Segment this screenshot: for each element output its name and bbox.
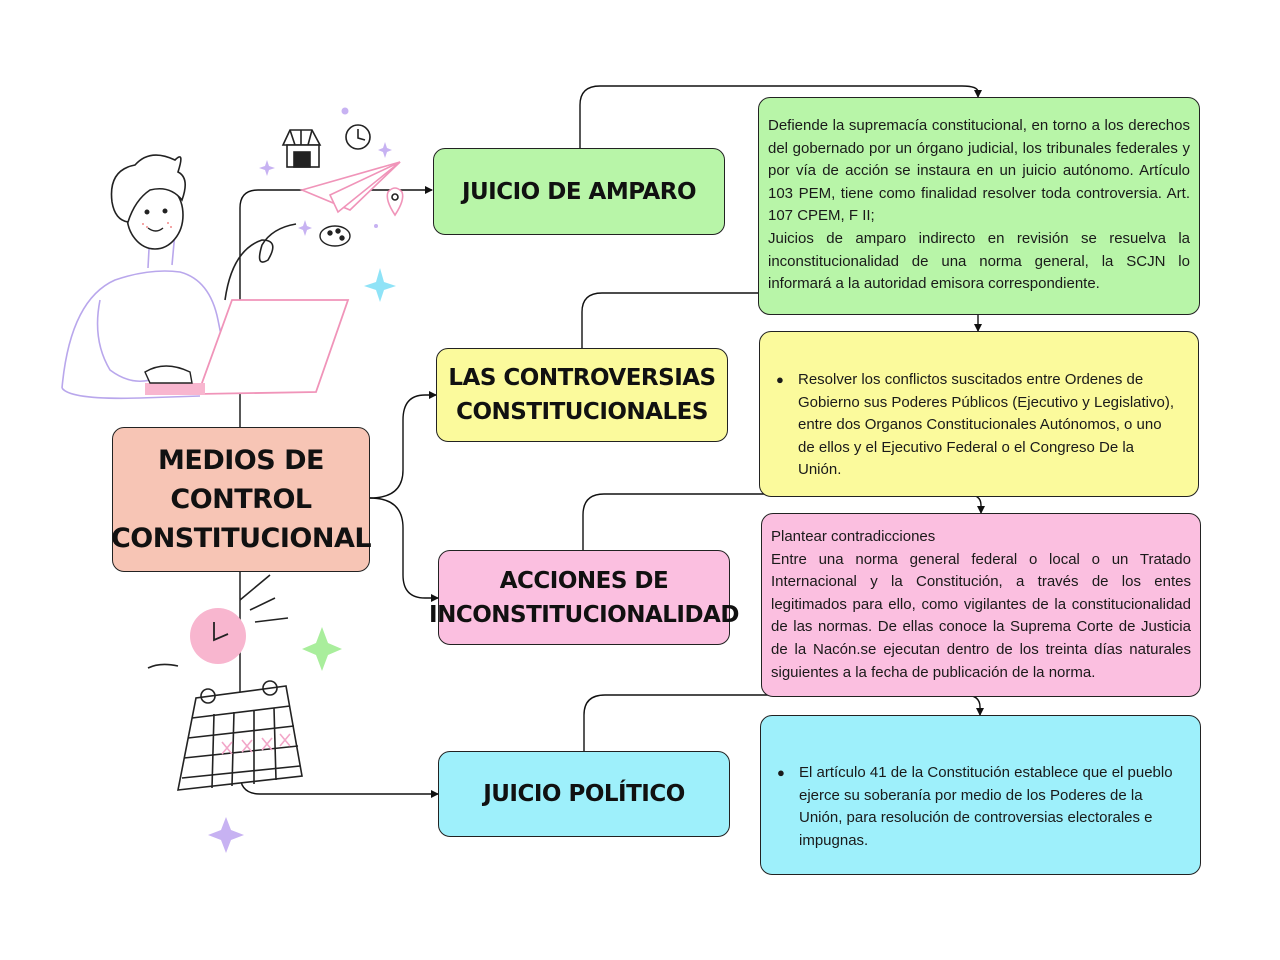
root-title-line: CONTROL <box>170 484 312 515</box>
clock-icon <box>346 125 370 149</box>
root-title <box>111 441 371 558</box>
branch-title-line: LAS CONTROVERSIAS <box>448 365 716 391</box>
root-node-box <box>112 427 370 572</box>
description-text: Resolver los conflictos suscitados entre Ordenes de Gobierno sus Poderes Públicos (Ejecutivo y Legislativo), entre dos Organos Constitucionales Autónomos, o uno de ellos y el Ejecutivo Federal o el Congreso De la Unión. <box>798 371 1175 479</box>
laptop-base <box>145 383 205 395</box>
branch-title-text: JUICIO DE AMPARO <box>461 178 697 205</box>
branch-title-acciones <box>429 550 739 645</box>
branch-description-politico <box>760 715 1201 875</box>
paper-plane-icon <box>302 162 400 212</box>
branch-title-line: INCONSTITUCIONALIDAD <box>429 601 739 628</box>
root-title-line: CONSTITUCIONAL <box>110 523 372 554</box>
sparkle-icon <box>364 268 396 302</box>
description-bullet <box>776 369 1178 482</box>
branch-title-line: ACCIONES DE <box>499 567 669 594</box>
root-title-line: MEDIOS DE <box>158 445 324 476</box>
description-text: El artículo 41 de la Constitución establece que el pueblo ejerce su soberanía por medio de los Poderes de la Unión, para resolución de controversias electorales e impugnas. <box>799 764 1173 849</box>
paint-palette-icon <box>320 226 350 246</box>
description-paragraph: Entre una norma general federal o local o un Tratado Internacional y la Constitución, a través de los entes legitimados para ello, como vigilantes de la constitucionalidad de las normas. De ellas conoce la Suprema Corte de Justicia de la Nacón.se ejecutan dentro de los treinta días naturales siguientes a la fecha de publicación de la norma. <box>771 550 1191 681</box>
branch-title-text <box>448 361 715 429</box>
market-stall-icon <box>283 130 320 167</box>
squiggle-line <box>225 224 296 300</box>
branch-description-acciones <box>761 513 1201 697</box>
description-paragraph: Juicios de amparo indirecto en revisión se resuelva la inconstitucionalidad de una norma general, la SCJN lo informará a la autoridad emisora correspondiente. <box>768 229 1190 293</box>
branch-title-controversias <box>436 348 728 442</box>
bullet-icon: ● <box>777 765 785 780</box>
branch-title-amparo <box>433 148 725 235</box>
description-paragraph: Defiende la supremacía constitucional, en torno a los derechos del gobernado por un órgano judicial, los tribunales federales y por vía de acción se instaura en un juicio autónomo. Artículo 103 PEM, tiene como finalidad resolver toda controversia. Art. 107 CPEM, F II; <box>768 117 1190 225</box>
sparkle-dot <box>342 108 349 115</box>
sparkle-dot <box>374 224 378 228</box>
description-bullet <box>777 762 1188 852</box>
description-heading: Plantear contradicciones <box>771 528 936 545</box>
location-pin-icon <box>387 188 402 215</box>
sparkle-icon <box>259 160 275 176</box>
branch-title-text: JUICIO POLÍTICO <box>483 781 685 807</box>
branch-title-line: CONSTITUCIONALES <box>456 399 708 425</box>
laptop <box>198 300 348 394</box>
branch-description-amparo <box>758 97 1200 315</box>
sparkle-icon <box>302 627 342 671</box>
branch-title-text <box>429 564 739 632</box>
person-at-laptop-illustration <box>62 230 226 398</box>
person-hand <box>145 366 192 383</box>
alarm-clock-icon <box>148 575 288 668</box>
bullet-icon: ● <box>776 372 784 387</box>
calendar-icon <box>178 681 302 790</box>
person-head <box>111 155 185 249</box>
sparkle-icon <box>378 142 392 158</box>
branch-description-controversias <box>759 331 1199 497</box>
branch-title-politico <box>438 751 730 837</box>
sparkle-icon <box>298 220 312 236</box>
sparkle-icon <box>208 817 244 853</box>
